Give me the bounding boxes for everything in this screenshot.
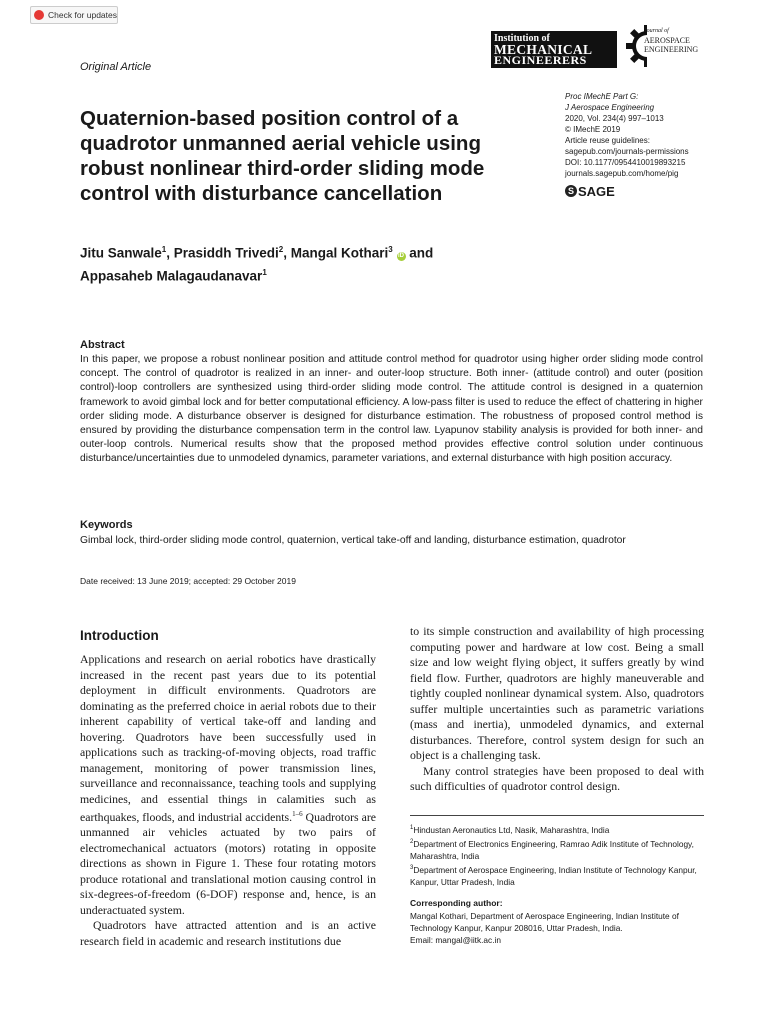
abstract-heading: Abstract — [80, 339, 125, 351]
check-for-updates-button[interactable] — [30, 6, 118, 24]
author-conjunction: and — [409, 245, 434, 261]
affiliation-text: Department of Aerospace Engineering, Indian Institute of Technology Kanpur, Kanpur, Uttar Pradesh, India — [410, 864, 697, 888]
copyright: © IMechE 2019 — [565, 125, 621, 134]
sage-s-icon: S — [565, 185, 577, 197]
journal-home-link[interactable]: journals.sagepub.com/home/pig — [565, 169, 679, 178]
affiliation-mark: 2 — [410, 838, 414, 845]
affiliation — [410, 836, 710, 862]
column-left — [80, 652, 376, 949]
keywords-text: Gimbal lock, third-order sliding mode control, quaternion, vertical take-off and landing, disturbance estimation, quadrotor — [80, 535, 626, 546]
journal-logo-line3: ENGINEERING — [644, 45, 699, 54]
corresponding-author-heading: Corresponding author: — [410, 898, 503, 908]
publisher-logo-line1: Institution of — [494, 33, 550, 44]
author-list: Jitu Sanwale$^1$, Prasiddh Trivedi$^2$, Mangal Kothari$^3$ iD and Appasaheb Malagaudanavar$^1$ — [80, 245, 434, 283]
check-for-updates-label: Check for updates — [48, 10, 117, 20]
reuse-link[interactable]: sagepub.com/journals-permissions — [565, 147, 689, 156]
affiliation — [410, 822, 710, 836]
doi[interactable]: DOI: 10.1177/0954410019893215 — [565, 158, 686, 167]
affiliation-mark: 2 — [278, 245, 284, 254]
update-icon — [34, 10, 44, 20]
publisher-logo-line3: ENGINEERERS — [494, 53, 587, 67]
author-name: Prasiddh Trivedi — [173, 245, 279, 261]
author-name: Mangal Kothari — [290, 245, 389, 261]
corresponding-email[interactable]: Email: mangal@iitk.ac.in — [410, 935, 501, 946]
paragraph-text: Quadrotors are unmanned air vehicles actuated by two pairs of electromechanical actuators (motors) rotating in opposite directions as shown in Figure 1. These four rotating motors produce rotational and translational motion causing control in six-degrees-of-freedom (6-DOF) response and, hence, is an underactuated system. — [80, 809, 377, 917]
corresponding-author-text: Mangal Kothari, Department of Aerospace Engineering, Indian Institute of Technology Kanpur, Kanpur 208016, Uttar Pradesh, India. — [410, 911, 679, 934]
affiliation — [410, 862, 710, 888]
affiliation-mark: 3 — [388, 245, 393, 254]
paragraph: Many control strategies have been proposed to deal with such difficulties of quadrotor control design. — [410, 763, 704, 793]
abstract-text: In this paper, we propose a robust nonlinear position and attitude control method for quadrotor using higher order sliding mode control concept. The control of quadrotor is realized in an inner- and outer-loop structure. Both inner- (attitude control) and outer (position control)-loop controllers are synthesized using third-order sliding mode control. The attitude control is designed in a quaternion framework to avoid gimbal lock and for better computational efficiency. A low-pass filter is used to reduce the effect of chattering in higher order sliding mode. A disturbance observer is designed for disturbance estimation. The robustness of proposed control method is ensured by providing the disturbance compensation term in the control law. Lyapunov stability analysis is provided for both inner- and outer-loop controls. Numerical results show that the proposed method provides effective control solution under continuous disturbance/uncertainties due to unmodeled dynamics, parameter variations, and external disturbance with high position accuracy. — [80, 354, 703, 465]
dates: Date received: 13 June 2019; accepted: 29 October 2019 — [80, 576, 296, 586]
affiliation-mark: 1 — [410, 825, 414, 831]
sage-logo — [565, 185, 715, 197]
paragraph: to its simple construction and availability of high processing computing power and hardware at low cost. Being a small size and low weight flying object, it suffers greatly by wind field flow. Further, quadrotors are highly maneuverable and tightly coupled nonlinear dynamical system. Also, quadrotors suffer multiple uncertainties such as parametric variations (mass and inertia), unmodeled dynamics, and external disturbances. Therefore, control system design for such an object is a challenging task. — [410, 624, 704, 762]
corresponding-author — [410, 910, 710, 947]
journal-logo-line1: Journal of — [644, 28, 669, 34]
affiliation-text: Hindustan Aeronautics Ltd, Nasik, Maharashtra, India — [413, 824, 610, 835]
orcid-icon[interactable]: iD — [398, 252, 404, 259]
section-heading: Introduction — [80, 628, 159, 643]
journal-name-line1: Proc IMechE Part G: — [565, 92, 639, 101]
article-type: Original Article — [80, 61, 152, 73]
paragraph: Quadrotors have attracted attention and is an active research field in academic and research institutions due — [80, 918, 376, 948]
paragraph-text: Applications and research on aerial robotics have drastically increased in the recent past years due to its potential deployment in difficult environments. Quadrotors are dominating as the preferred choice in aerial robots due to their inherent capability of vertical take-off and landing and hovering. Quadrotors have been successfully used in applications such as tracking-of-moving objects, road traffic management, monitoring of power transmission lines, surveillance and reconnaissance, teaching tools and supplying medicines, and essential things in calamities such as earthquakes, floods, and industrial accidents. — [80, 652, 376, 824]
affiliation-mark: 1 — [161, 245, 167, 254]
affiliation-text: Department of Electronics Engineering, Ramrao Adik Institute of Technology, Maharashtra, India — [410, 838, 694, 861]
author-name: Appasaheb Malagaudanavar — [80, 268, 263, 283]
sage-label: SAGE — [578, 183, 615, 199]
column-right — [410, 624, 704, 795]
author-name: Jitu Sanwale — [80, 245, 162, 261]
journal-name-line2: J Aerospace Engineering — [565, 103, 655, 112]
affiliation-mark: 3 — [410, 865, 414, 872]
affiliation-mark: 1 — [262, 267, 267, 277]
volume-info: 2020, Vol. 234(4) 997–1013 — [565, 114, 664, 123]
reuse-guidelines: Article reuse guidelines: — [565, 136, 650, 145]
footnote-divider — [410, 815, 704, 816]
affiliations — [410, 822, 710, 888]
publication-info — [565, 91, 715, 197]
paragraph — [80, 652, 376, 918]
journal-logo — [625, 20, 735, 75]
keywords-heading: Keywords — [80, 519, 133, 531]
publisher-logo-line2: MECHANICAL — [494, 42, 593, 57]
journal-logo-line2: AEROSPACE — [644, 36, 690, 45]
publisher-logo — [491, 31, 619, 71]
citation[interactable]: 1–6 — [292, 810, 303, 818]
paper-title: Quaternion-based position control of a quadrotor unmanned aerial vehicle using robust nonlinear third-order sliding mode control with disturbance cancellation — [80, 107, 485, 205]
